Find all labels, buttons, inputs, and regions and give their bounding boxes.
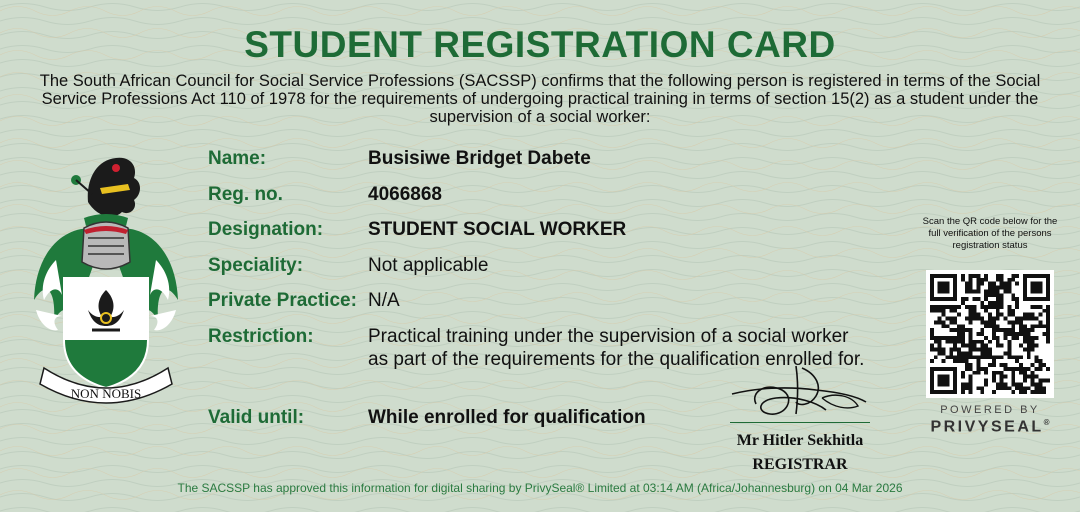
powered-by-label: POWERED BY <box>940 404 1040 416</box>
footer-disclaimer: The SACSSP has approved this information for digital sharing by PrivySeal® Limited at 03:14 AM (Africa/Johannesburg) on 04 Mar 2026 <box>177 481 903 495</box>
name-label: Name: <box>208 148 267 169</box>
coat-of-arms-crest <box>26 150 186 412</box>
restriction-value-line-2: as part of the requirements for the qualification enrolled for. <box>368 349 865 370</box>
speciality-value: Not applicable <box>368 255 489 276</box>
restriction-value-line-1: Practical training under the supervision of a social worker <box>368 326 849 347</box>
reg-no-label: Reg. no. <box>208 184 283 205</box>
name-value: Busisiwe Bridget Dabete <box>368 148 591 169</box>
speciality-label: Speciality: <box>208 255 304 276</box>
intro-text: The South African Council for Social Service Professions (SACSSP) confirms that the following person is registered in terms of the Social Service Professions Act 110 of 1978 for the requirements of undergoing practical training in terms of section 15(2) as a student under the supervision of a social worker: <box>39 72 1041 126</box>
registrar-name: Mr Hitler Sekhitla <box>736 432 864 449</box>
designation-label: Designation: <box>208 219 324 240</box>
private-practice-label: Private Practice: <box>208 290 357 311</box>
qr-instructions: Scan the QR code below for the full verification of the persons registration status <box>922 216 1058 251</box>
designation-value: STUDENT SOCIAL WORKER <box>368 219 627 240</box>
registrar-title: REGISTRAR <box>752 456 848 473</box>
private-practice-value: N/A <box>368 290 400 311</box>
reg-no-value: 4066868 <box>368 184 442 205</box>
privyseal-wordmark: PRIVYSEAL <box>930 418 1044 436</box>
registrar-signature <box>726 362 871 422</box>
valid-until-value: While enrolled for qualification <box>368 407 646 428</box>
crest-motto: NON NOBIS <box>70 386 142 401</box>
card-title: STUDENT REGISTRATION CARD <box>244 24 836 65</box>
restriction-label: Restriction: <box>208 326 314 347</box>
privyseal-logo <box>920 418 1060 436</box>
valid-until-label: Valid until: <box>208 407 305 428</box>
registered-mark: ® <box>1043 418 1050 427</box>
signature-line <box>730 422 870 423</box>
verification-qr-code[interactable] <box>926 270 1054 398</box>
